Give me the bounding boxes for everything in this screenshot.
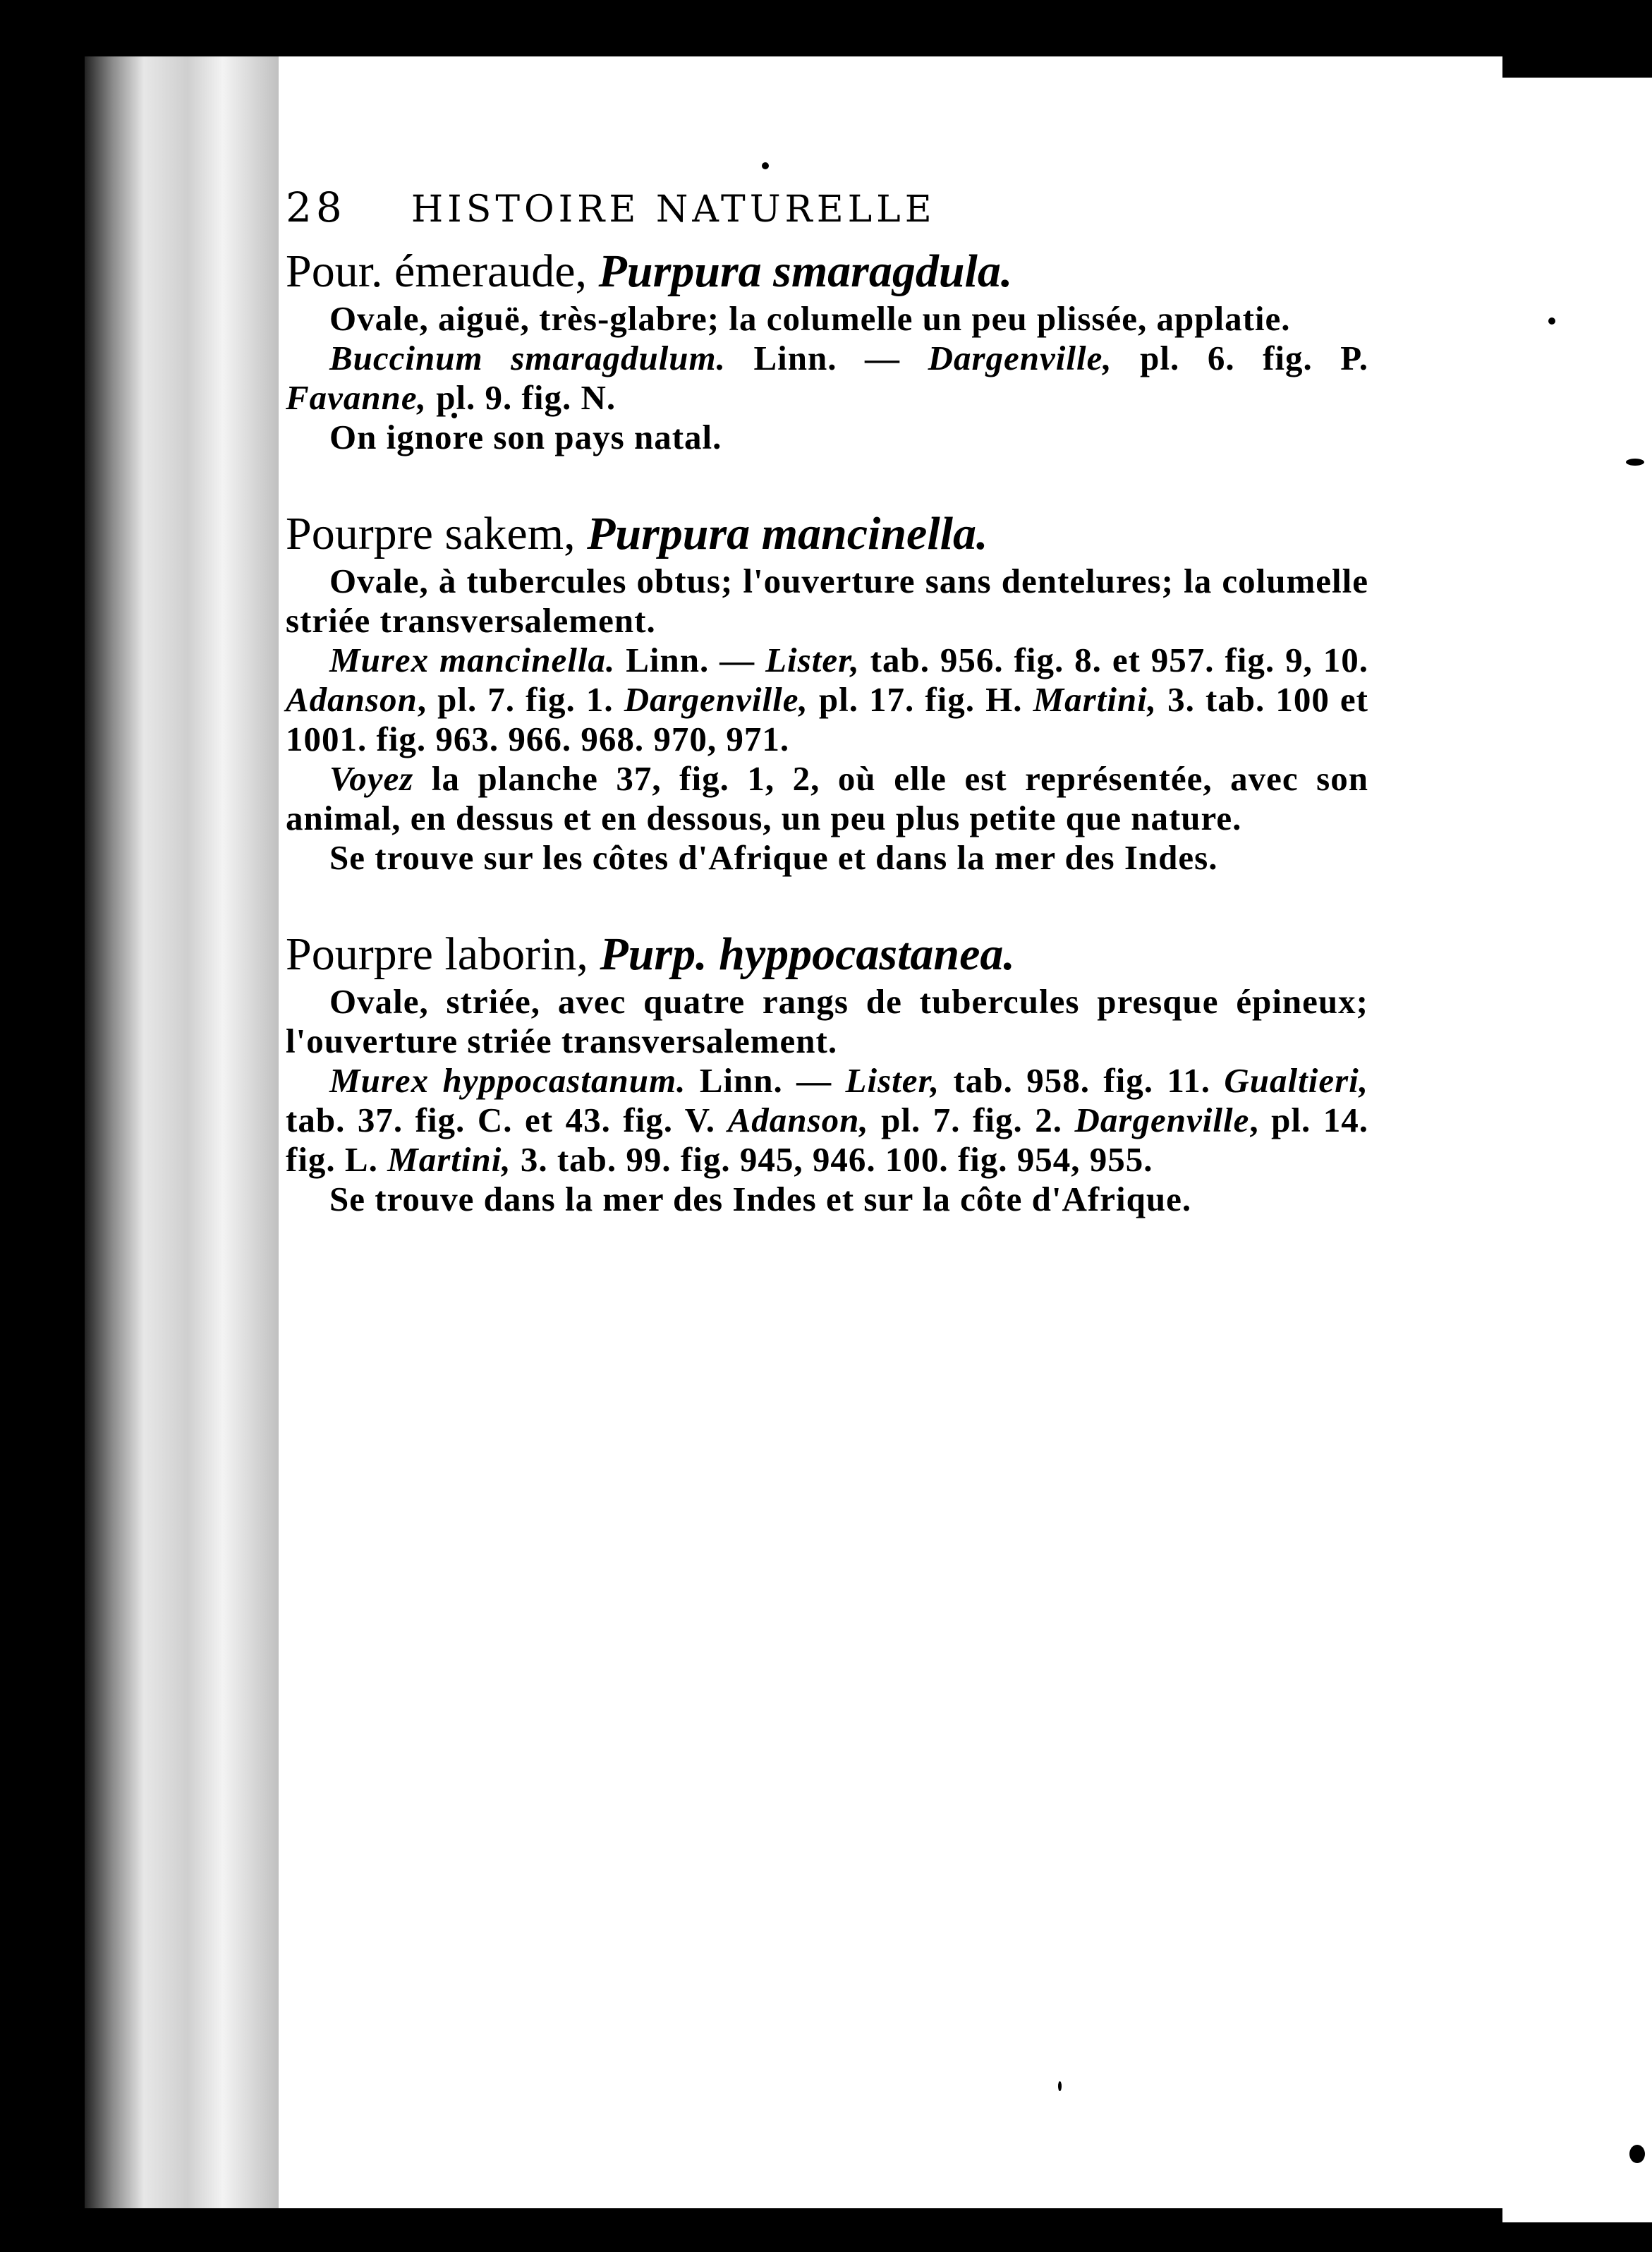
latin-name: Purp. hyppocastanea. — [600, 928, 1015, 980]
entry-habitat: Se trouve dans la mer des Indes et sur la côte d'Afrique. — [329, 1180, 1192, 1218]
entry-habitat: Se trouve sur les côtes d'Afrique et dans la mer des Indes. — [329, 838, 1218, 877]
entry-description: Ovale, aiguë, très-glabre; la columelle un peu plissée, applatie. — [329, 299, 1291, 338]
entry-references: Murex mancinella. Linn. — Lister, tab. 956. fig. 8. et 957. fig. 9, 10. Adanson, pl. 7. fig. 1. Dargenville, pl. 17. fig. H. Martini, 3. tab. 100 et 1001. fig. 963. 966. 968. 970, 971. — [286, 641, 1369, 758]
scan-speck — [1629, 2145, 1645, 2163]
running-head: HISTOIRE NATURELLE — [411, 188, 936, 231]
entry-description: Ovale, à tubercules obtus; l'ouverture sans dentelures; la columelle striée transversalement. — [286, 562, 1368, 640]
page-content — [286, 183, 1368, 1269]
entry-title — [286, 927, 1368, 982]
latin-name: Purpura smaragdula. — [598, 246, 1013, 297]
entry-habitat: On ignore son pays natal. — [329, 418, 722, 456]
entry-plate-note: Voyez la planche 37, fig. 1, 2, où elle est représentée, avec son animal, en dessus et en dessous, un peu plus petite que nature. — [286, 759, 1368, 837]
common-name: Pourpre laborin, — [286, 928, 600, 980]
page-number: 28 — [286, 183, 346, 231]
scan-speck — [1548, 317, 1555, 325]
scan-speck — [1058, 2081, 1062, 2091]
entry-references: Murex hyppocastanum. Linn. — Lister, tab. 958. fig. 11. Gualtieri, tab. 37. fig. C. et 43. fig. V. Adanson, pl. 7. fig. 2. Dargenville, pl. 14. fig. L. Martini, 3. tab. 99. fig. 945, 946. 100. fig. 954, 955. — [286, 1061, 1369, 1179]
book-spine — [85, 56, 282, 2208]
entry-title — [286, 507, 1368, 562]
facing-page-edge — [1502, 78, 1652, 2222]
scan-speck — [1626, 459, 1644, 466]
common-name: Pour. émeraude, — [286, 246, 599, 297]
page-header — [286, 183, 1368, 231]
scan-speck — [762, 162, 769, 169]
entry-description: Ovale, striée, avec quatre rangs de tubercules presque épineux; l'ouverture striée transversalement. — [286, 982, 1368, 1060]
species-entry — [286, 927, 1368, 1219]
common-name: Pourpre sakem, — [286, 508, 588, 559]
species-entry — [286, 507, 1368, 878]
species-entry — [286, 244, 1368, 457]
entry-title — [286, 244, 1368, 299]
entry-references: Buccinum smaragdulum. Linn. — Dargenville, pl. 6. fig. P. Favanne, pl. 9. fig. N. — [286, 339, 1368, 417]
latin-name: Purpura mancinella. — [587, 508, 988, 559]
